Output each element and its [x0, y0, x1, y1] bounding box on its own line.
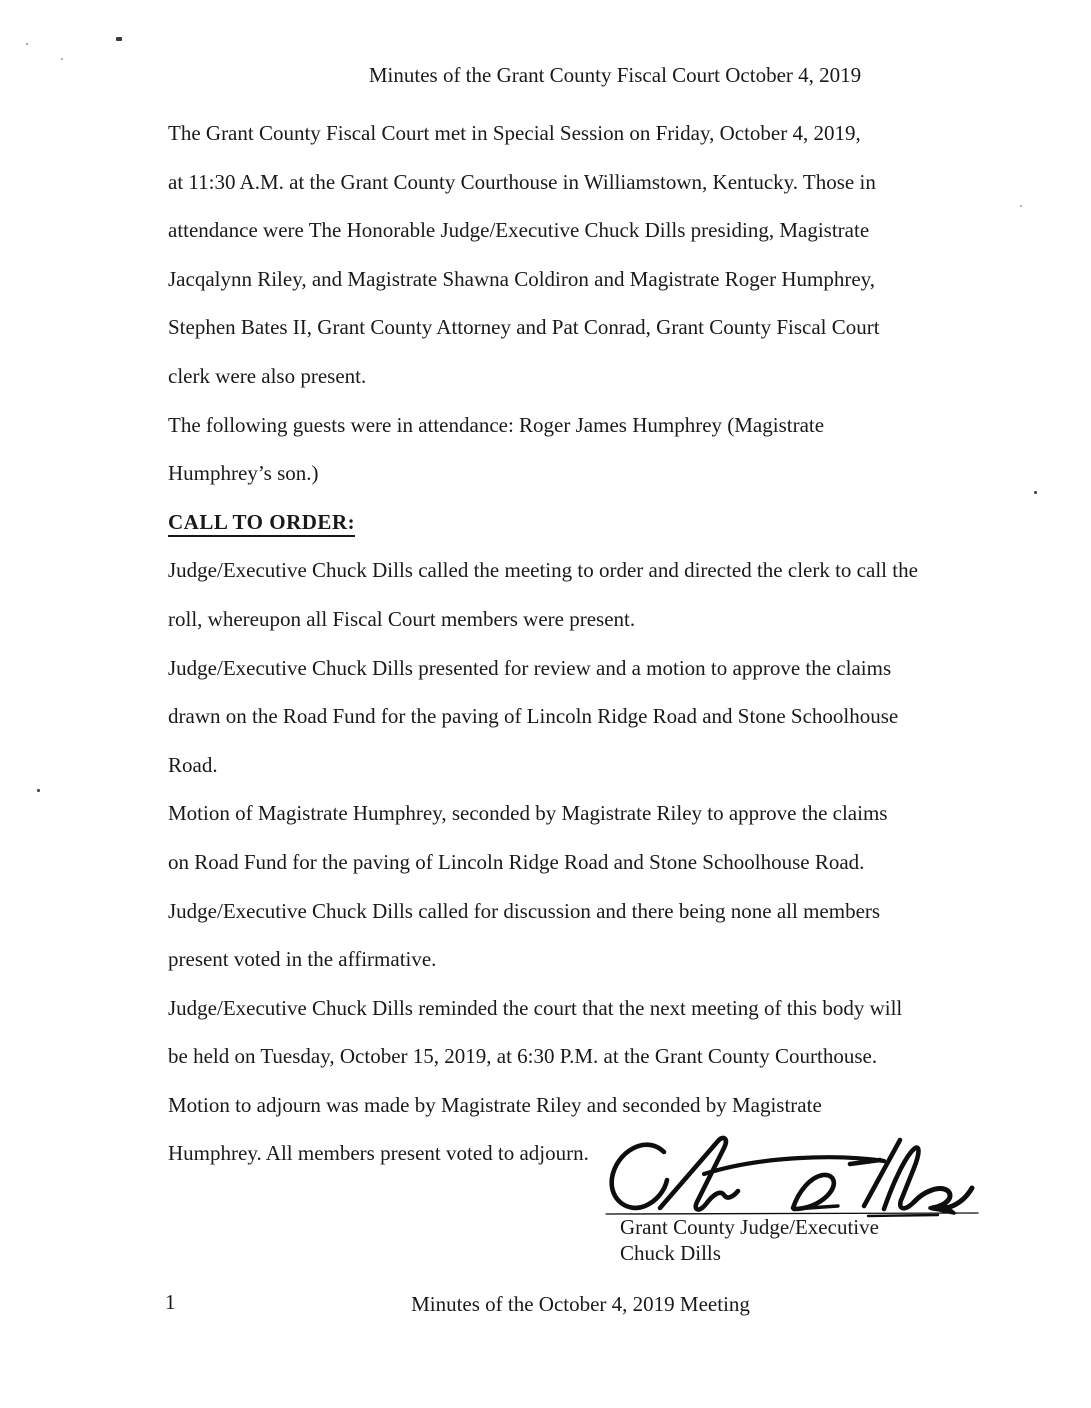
footer-caption: Minutes of the October 4, 2019 Meeting — [411, 1292, 750, 1316]
section-heading: CALL TO ORDER: — [168, 498, 1028, 547]
signer-title: Grant County Judge/Executive — [620, 1215, 879, 1239]
scan-artifact — [1020, 205, 1022, 207]
scan-artifact — [61, 58, 63, 60]
text-line: at 11:30 A.M. at the Grant County Courthouse in Williamstown, Kentucky. Those in — [168, 169, 876, 194]
text-line: Road. — [168, 752, 218, 777]
text-line: Judge/Executive Chuck Dills presented for review and a motion to approve the claims — [168, 655, 892, 680]
text-line: Humphrey’s son.) — [168, 461, 319, 486]
footer-page-number: 1 — [165, 1290, 176, 1314]
scan-artifact — [26, 43, 28, 45]
signer-name: Chuck Dills — [620, 1241, 721, 1265]
text-line: Judge/Executive Chuck Dills called for discussion and there being none all members — [168, 898, 881, 923]
text-line: drawn on the Road Fund for the paving of Lincoln Ridge Road and Stone Schoolhouse — [168, 704, 899, 729]
document-title: Minutes of the Grant County Fiscal Court October 4, 2019 — [368, 63, 862, 87]
scan-artifact — [37, 789, 40, 792]
text-line: Judge/Executive Chuck Dills reminded the court that the next meeting of this body will — [168, 995, 903, 1020]
text-line: Motion to adjourn was made by Magistrate Riley and seconded by Magistrate — [168, 1092, 822, 1117]
text-line: Judge/Executive Chuck Dills called the meeting to order and directed the clerk to call the — [168, 558, 918, 583]
text-line: The following guests were in attendance: Roger James Humphrey (Magistrate — [168, 412, 825, 437]
body-lines — [168, 109, 1028, 1178]
signature-chuck-dills-icon — [600, 1128, 990, 1223]
text-line: Humphrey. All members present voted to adjourn. — [168, 1141, 589, 1166]
text-line: roll, whereupon all Fiscal Court members were present. — [168, 606, 636, 631]
text-line: Jacqalynn Riley, and Magistrate Shawna Coldiron and Magistrate Roger Humphrey, — [168, 266, 876, 291]
signature-block — [600, 1128, 990, 1223]
text-line: The Grant County Fiscal Court met in Special Session on Friday, October 4, 2019, — [168, 121, 861, 145]
text-line: present voted in the affirmative. — [168, 947, 437, 972]
text-line: attendance were The Honorable Judge/Executive Chuck Dills presiding, Magistrate — [168, 218, 870, 243]
text-line: clerk were also present. — [168, 363, 367, 388]
text-line: be held on Tuesday, October 15, 2019, at 6:30 P.M. at the Grant County Courthouse. — [168, 1044, 878, 1069]
text-line: Motion of Magistrate Humphrey, seconded by Magistrate Riley to approve the claims — [168, 801, 888, 826]
scan-artifact — [1034, 491, 1037, 494]
text-line: on Road Fund for the paving of Lincoln Ridge Road and Stone Schoolhouse Road. — [168, 849, 865, 874]
scan-artifact — [116, 37, 122, 41]
text-line: Stephen Bates II, Grant County Attorney and Pat Conrad, Grant County Fiscal Court — [168, 315, 880, 340]
signer-lines — [620, 1214, 879, 1266]
